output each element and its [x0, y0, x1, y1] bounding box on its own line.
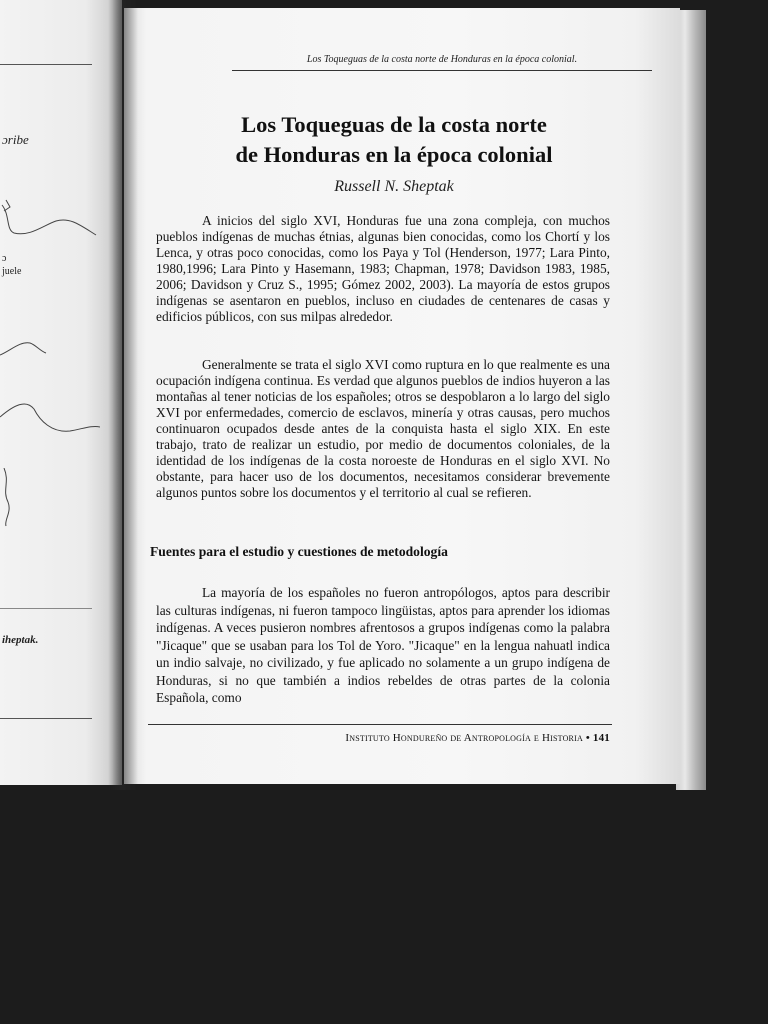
footer-institution: Instituto Hondureño de Antropología e Historia: [345, 732, 583, 744]
left-page-rule: [0, 608, 92, 609]
map-line-fragment: [0, 195, 100, 255]
page-footer: [304, 732, 610, 744]
title-line-2: de Honduras en la época colonial: [235, 142, 553, 167]
article-title: [164, 110, 624, 170]
left-page-fragment: iheptak.: [2, 634, 39, 646]
footer-rule: [148, 724, 612, 725]
left-page-fragment: ɔribe: [2, 132, 29, 147]
map-line-fragment: [0, 395, 100, 445]
map-line-fragment: [0, 468, 20, 528]
map-line-fragment: [0, 335, 100, 375]
page-number: • 141: [585, 732, 610, 744]
book-page: [124, 8, 680, 784]
running-head: Los Toqueguas de la costa norte de Honduras en la época colonial.: [306, 54, 578, 65]
book-gutter-shadow: [108, 0, 138, 790]
author-name: Russell N. Sheptak: [334, 178, 454, 195]
paragraph: Generalmente se trata el siglo XVI como ruptura en lo que realmente es una ocupación indígena continua. Es verdad que algunos pueblos de indios huyeron a las montañas al tener noticias de los españoles; otros se despoblaron a lo largo del siglo XVI por enfermedades, comercio de esclavos, minería y otras causas, pero muchos continuaron ocupados desde antes de la conquista hasta el siglo XIX. En este trabajo, trato de realizar un estudio, por medio de documentos coloniales, de la identidad de los indígenas de la costa noroeste de Honduras en el siglo XVI. No obstante, para hacer uso de los documentos, necesitamos considerar brevemente algunos puntos sobre los documentos y el territorio al cual se refieren.: [156, 357, 610, 500]
left-page-rule: [0, 718, 92, 719]
left-page-rule: [0, 64, 92, 65]
paragraph: A inicios del siglo XVI, Honduras fue una zona compleja, con muchos pueblos indígenas de muchas étnias, algunas bien conocidas, como los Chortí y los Lenca, y otras poco conocidas, como los Paya y Tol (Henderson, 1977; Lara Pinto, 1980,1996; Lara Pinto y Hasemann, 1983; Chapman, 1978; Davidson 1983, 1985, 2006; Davidson y Cruz S., 1995; Gómez 2002, 2003). La mayoría de estos grupos indígenas se asentaron en pueblos, incluso en ciudades de centenares de casas y edificios públicos, con sus milpas alrededor.: [156, 213, 610, 324]
header-rule: [232, 70, 652, 71]
left-page-fragment: juele: [2, 266, 22, 277]
left-page-fragment: ɔ: [2, 253, 7, 264]
page-edge: [676, 10, 706, 790]
paragraph: La mayoría de los españoles no fueron antropólogos, aptos para describir las culturas indígenas, ni fueron tampoco lingüistas, aptos para aprender los idiomas indígenas. A veces pusieron nombres afrentosos a grupos indígenas como la palabra "Jicaque" que se usaban para los Tol de Yoro. "Jicaque" en la lengua nahuatl indica un indio salvaje, no civilizado, y fue aplicado no solamente a un grupo indígena de Honduras, si no que también a indios rebeldes de otras partes de la colonia Española, como: [156, 585, 610, 705]
title-line-1: Los Toqueguas de la costa norte: [241, 112, 547, 137]
left-facing-page: [0, 0, 122, 785]
section-heading: Fuentes para el estudio y cuestiones de metodología: [150, 544, 448, 559]
